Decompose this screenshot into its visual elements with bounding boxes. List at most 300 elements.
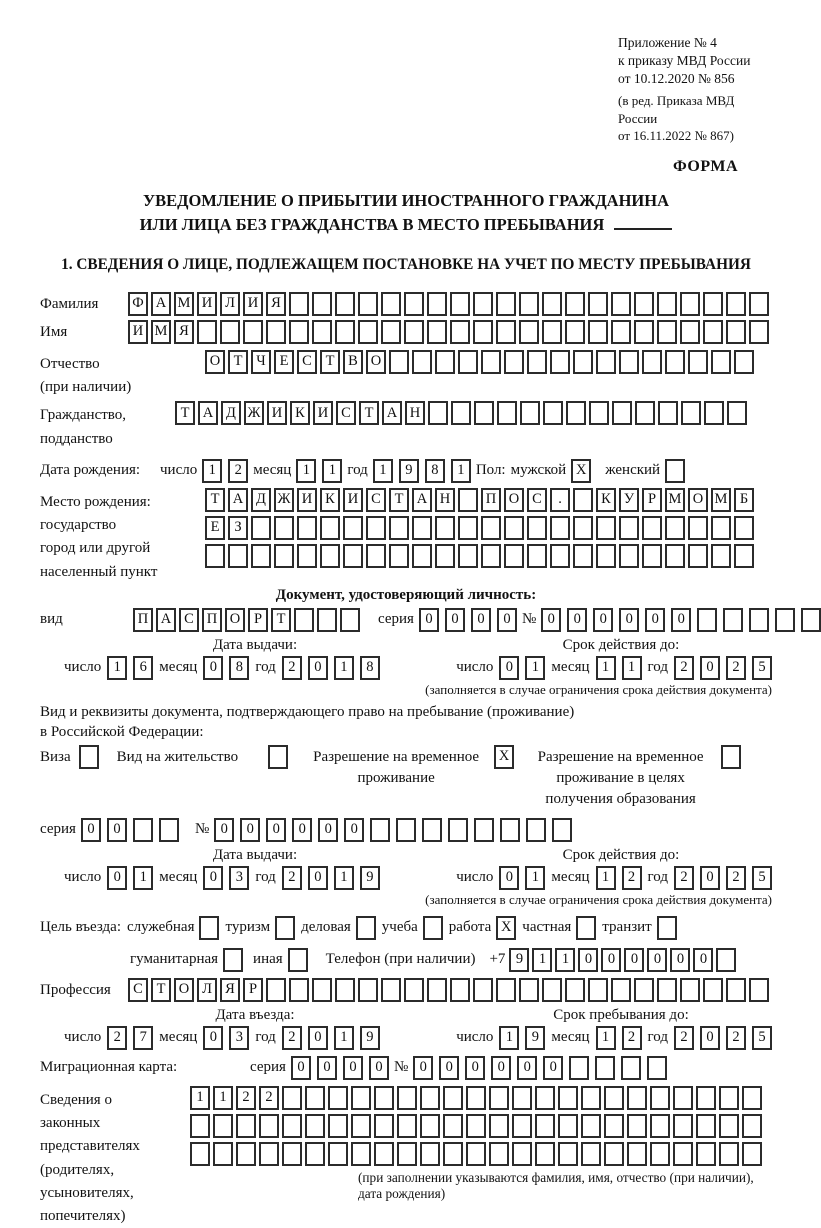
month-label: месяц	[551, 659, 590, 676]
char-box	[535, 1086, 555, 1110]
doc-number-boxes	[541, 608, 821, 632]
id-doc-dates-row	[40, 656, 772, 680]
char-box	[719, 1114, 739, 1138]
char-box: 0	[344, 818, 364, 842]
char-box: 0	[107, 818, 127, 842]
char-box: 0	[81, 818, 101, 842]
char-box: 0	[291, 1056, 311, 1080]
char-box: 0	[317, 1056, 337, 1080]
char-box	[458, 350, 478, 374]
validity-note: (заполняется в случае ограничения срока действия документа)	[425, 891, 772, 907]
char-box	[573, 544, 593, 568]
birthplace-row1-boxes	[205, 488, 754, 512]
char-box	[704, 401, 724, 425]
res-series-label: серия	[40, 821, 76, 838]
char-box: И	[343, 488, 363, 512]
identity-document-heading: Документ, удостоверяющий личность:	[275, 586, 537, 603]
char-box: 0	[619, 608, 639, 632]
char-box	[312, 292, 332, 316]
char-box	[573, 488, 593, 512]
char-box	[397, 1086, 417, 1110]
residence-doc-options-row	[40, 745, 772, 810]
month-label: месяц	[159, 659, 198, 676]
char-box	[588, 320, 608, 344]
char-box	[458, 516, 478, 540]
char-box: И	[297, 488, 317, 512]
day-label: число	[160, 462, 198, 479]
entry-date-headings	[40, 1007, 772, 1024]
char-box: 0	[700, 656, 720, 680]
char-box	[688, 544, 708, 568]
birthdate-row	[40, 459, 685, 483]
representatives-row	[40, 1086, 772, 1228]
char-box	[665, 350, 685, 374]
char-box	[404, 978, 424, 1002]
profession-boxes	[128, 978, 769, 1002]
char-box	[573, 350, 593, 374]
char-box: 1	[213, 1086, 233, 1110]
sex-female-checkbox	[665, 459, 685, 483]
doc-number-label: №	[521, 611, 537, 628]
char-box	[627, 1114, 647, 1138]
char-box	[696, 1086, 716, 1110]
char-box	[512, 1142, 532, 1166]
char-box	[688, 516, 708, 540]
day-label: число	[64, 1029, 102, 1046]
char-box: 0	[671, 608, 691, 632]
char-box	[635, 401, 655, 425]
char-box: 0	[369, 1056, 389, 1080]
char-box: 1	[525, 866, 545, 890]
char-box	[550, 350, 570, 374]
res-number-boxes	[214, 818, 572, 842]
char-box	[305, 1114, 325, 1138]
char-box: Б	[734, 488, 754, 512]
char-box	[734, 544, 754, 568]
char-box	[450, 292, 470, 316]
birthplace-row	[40, 488, 772, 584]
id-issue-month-boxes	[203, 656, 249, 680]
char-box	[519, 320, 539, 344]
purpose-option-tourism: туризм	[225, 916, 295, 940]
char-box	[673, 1086, 693, 1110]
char-box	[552, 818, 572, 842]
char-box: Ф	[128, 292, 148, 316]
char-box: А	[228, 488, 248, 512]
char-box	[404, 320, 424, 344]
char-box	[343, 516, 363, 540]
char-box	[596, 544, 616, 568]
char-box	[435, 350, 455, 374]
year-label: год	[255, 1029, 276, 1046]
patronymic-row	[40, 350, 772, 400]
char-box: 0	[670, 948, 690, 972]
purpose-option-transit: транзит	[602, 916, 676, 940]
char-box	[389, 350, 409, 374]
char-box	[396, 818, 416, 842]
migr-series-label: серия	[250, 1059, 286, 1076]
char-box: У	[619, 488, 639, 512]
char-box	[696, 1114, 716, 1138]
char-box	[427, 978, 447, 1002]
char-box	[596, 516, 616, 540]
char-box	[328, 1114, 348, 1138]
birthdate-label: Дата рождения:	[40, 462, 141, 479]
char-box: Т	[271, 608, 291, 632]
char-box	[749, 608, 769, 632]
char-box: М	[174, 292, 194, 316]
purpose-checkbox	[288, 948, 308, 972]
temp-residence-edu-label: Разрешение на временное проживание в целях получения образования	[537, 748, 704, 807]
char-box	[566, 401, 586, 425]
char-box: Т	[151, 978, 171, 1002]
char-box: 1	[525, 656, 545, 680]
purpose-checkbox	[223, 948, 243, 972]
char-box: Е	[205, 516, 225, 540]
char-box: П	[202, 608, 222, 632]
id-valid-month-boxes	[596, 656, 642, 680]
char-box: 0	[541, 608, 561, 632]
char-box	[312, 978, 332, 1002]
title-blank-line	[614, 216, 672, 230]
char-box: Р	[642, 488, 662, 512]
char-box	[726, 320, 746, 344]
char-box	[351, 1114, 371, 1138]
char-box: 0	[645, 608, 665, 632]
char-box: 1	[596, 866, 616, 890]
char-box	[458, 488, 478, 512]
char-box: 1	[622, 656, 642, 680]
char-box: М	[711, 488, 731, 512]
char-box	[595, 1056, 615, 1080]
char-box	[351, 1142, 371, 1166]
birthplace-row2-boxes	[205, 516, 754, 540]
char-box	[343, 544, 363, 568]
char-box	[381, 320, 401, 344]
char-box	[243, 320, 263, 344]
month-label: месяц	[159, 869, 198, 886]
char-box	[366, 544, 386, 568]
char-box	[282, 1114, 302, 1138]
char-box: Я	[220, 978, 240, 1002]
char-box: 0	[693, 948, 713, 972]
char-box	[612, 401, 632, 425]
purpose-option-work: работа X	[449, 916, 517, 940]
res-issue-year-boxes	[282, 866, 380, 890]
char-box: О	[366, 350, 386, 374]
char-box	[481, 516, 501, 540]
char-box	[527, 350, 547, 374]
char-box	[190, 1114, 210, 1138]
purpose-option-other: иная	[253, 948, 308, 972]
char-box: 1	[596, 1026, 616, 1050]
char-box: 1	[133, 866, 153, 890]
birth-month-boxes	[296, 459, 342, 483]
visa-option-checkbox	[79, 745, 99, 769]
char-box	[658, 401, 678, 425]
char-box	[335, 320, 355, 344]
char-box	[604, 1114, 624, 1138]
char-box: Е	[274, 350, 294, 374]
month-label: месяц	[551, 869, 590, 886]
migration-card-label: Миграционная карта:	[40, 1059, 178, 1076]
day-label: число	[456, 869, 494, 886]
char-box: И	[243, 292, 263, 316]
char-box	[340, 608, 360, 632]
char-box: 1	[334, 1026, 354, 1050]
char-box	[512, 1086, 532, 1110]
char-box	[412, 516, 432, 540]
valid-until-heading: Срок действия до:	[562, 636, 680, 653]
month-label: месяц	[253, 462, 292, 479]
char-box: 0	[601, 948, 621, 972]
purpose-option-humanitarian: гуманитарная	[130, 948, 243, 972]
char-box: 0	[543, 1056, 563, 1080]
char-box	[742, 1114, 762, 1138]
char-box	[420, 1114, 440, 1138]
char-box	[611, 320, 631, 344]
char-box: Р	[243, 978, 263, 1002]
temp-residence-label: Разрешение на временное проживание	[313, 748, 480, 786]
char-box	[266, 320, 286, 344]
char-box	[473, 978, 493, 1002]
entry-month-boxes	[203, 1026, 249, 1050]
residence-permit-option	[117, 745, 288, 769]
char-box	[266, 978, 286, 1002]
char-box: Т	[359, 401, 379, 425]
char-box	[673, 1114, 693, 1138]
char-box: 2	[674, 656, 694, 680]
surname-row	[40, 292, 772, 316]
char-box	[489, 1142, 509, 1166]
char-box	[133, 818, 153, 842]
char-box	[526, 818, 546, 842]
char-box	[535, 1114, 555, 1138]
char-box: А	[198, 401, 218, 425]
char-box	[412, 544, 432, 568]
char-box: 0	[700, 1026, 720, 1050]
char-box	[420, 1086, 440, 1110]
char-box	[500, 818, 520, 842]
entry-dates-row	[40, 1026, 772, 1050]
name-boxes	[128, 320, 769, 344]
char-box	[466, 1086, 486, 1110]
migr-number-label: №	[393, 1059, 409, 1076]
char-box	[422, 818, 442, 842]
citizenship-label: Гражданство, подданство	[40, 407, 127, 447]
surname-boxes	[128, 292, 769, 316]
char-box	[320, 516, 340, 540]
char-box	[611, 978, 631, 1002]
char-box	[443, 1114, 463, 1138]
char-box	[335, 292, 355, 316]
char-box	[481, 350, 501, 374]
char-box	[558, 1114, 578, 1138]
char-box: И	[267, 401, 287, 425]
char-box	[703, 978, 723, 1002]
char-box: Т	[175, 401, 195, 425]
char-box: 2	[282, 1026, 302, 1050]
char-box	[697, 608, 717, 632]
char-box	[673, 1142, 693, 1166]
entry-date	[40, 1026, 456, 1050]
profession-row	[40, 978, 772, 1002]
temp-residence-checkbox: X	[494, 745, 514, 769]
char-box: 2	[228, 459, 248, 483]
char-box	[621, 1056, 641, 1080]
id-issue-day-boxes	[107, 656, 153, 680]
char-box: 1	[107, 656, 127, 680]
char-box	[389, 516, 409, 540]
char-box	[259, 1142, 279, 1166]
char-box: Т	[320, 350, 340, 374]
purpose-checkbox	[199, 916, 219, 940]
char-box: К	[290, 401, 310, 425]
char-box	[236, 1114, 256, 1138]
char-box	[458, 544, 478, 568]
char-box: 7	[133, 1026, 153, 1050]
char-box	[569, 1056, 589, 1080]
purpose-row	[40, 916, 772, 940]
char-box	[159, 818, 179, 842]
name-row	[40, 320, 772, 344]
char-box	[370, 818, 390, 842]
char-box	[448, 818, 468, 842]
sex-female-label: женский	[605, 462, 661, 479]
id-issue-date	[40, 656, 456, 680]
char-box	[305, 1142, 325, 1166]
char-box: 2	[282, 866, 302, 890]
char-box: 0	[578, 948, 598, 972]
char-box: С	[297, 350, 317, 374]
char-box: 1	[596, 656, 616, 680]
char-box	[427, 320, 447, 344]
char-box	[542, 978, 562, 1002]
char-box	[619, 544, 639, 568]
purpose-checkbox	[657, 916, 677, 940]
char-box: А	[382, 401, 402, 425]
char-box	[619, 516, 639, 540]
appendix-line: Приложение № 4	[618, 35, 717, 50]
char-box	[588, 978, 608, 1002]
purpose-checkbox	[576, 916, 596, 940]
char-box	[496, 320, 516, 344]
issue-date-heading: Дата выдачи:	[212, 846, 298, 863]
citizenship-row	[40, 401, 772, 451]
char-box: 6	[133, 656, 153, 680]
char-box: 0	[419, 608, 439, 632]
char-box	[317, 608, 337, 632]
char-box: 5	[752, 1026, 772, 1050]
char-box: Ж	[244, 401, 264, 425]
char-box: 0	[107, 866, 127, 890]
residence-doc-text	[40, 704, 772, 741]
char-box: 2	[622, 866, 642, 890]
char-box: 1	[296, 459, 316, 483]
char-box: М	[151, 320, 171, 344]
char-box: 0	[647, 948, 667, 972]
char-box	[734, 350, 754, 374]
char-box	[657, 978, 677, 1002]
char-box	[443, 1086, 463, 1110]
char-box	[251, 544, 271, 568]
char-box: О	[504, 488, 524, 512]
char-box: 0	[567, 608, 587, 632]
char-box	[711, 516, 731, 540]
char-box	[634, 978, 654, 1002]
char-box: О	[174, 978, 194, 1002]
char-box	[627, 1086, 647, 1110]
char-box	[328, 1086, 348, 1110]
appendix-line: (в ред. Приказа МВД России	[618, 93, 735, 126]
char-box	[680, 292, 700, 316]
char-box	[589, 401, 609, 425]
char-box: 1	[555, 948, 575, 972]
year-label: год	[255, 659, 276, 676]
profession-label: Профессия	[40, 981, 111, 998]
char-box	[335, 978, 355, 1002]
char-box	[650, 1086, 670, 1110]
char-box	[397, 1114, 417, 1138]
char-box: 0	[203, 1026, 223, 1050]
char-box: 9	[399, 459, 419, 483]
char-box	[726, 292, 746, 316]
char-box	[634, 320, 654, 344]
char-box: 0	[700, 866, 720, 890]
char-box	[251, 516, 271, 540]
char-box: П	[133, 608, 153, 632]
char-box	[289, 292, 309, 316]
char-box: 0	[517, 1056, 537, 1080]
char-box: 0	[308, 656, 328, 680]
char-box: О	[225, 608, 245, 632]
char-box	[642, 350, 662, 374]
char-box	[801, 608, 821, 632]
temp-residence-edu-option	[528, 745, 741, 810]
stay-month-boxes	[596, 1026, 642, 1050]
char-box	[213, 1142, 233, 1166]
stay-until-date	[456, 1026, 772, 1050]
migration-card-row	[40, 1056, 667, 1080]
char-box: 8	[229, 656, 249, 680]
temp-residence-edu-checkbox	[721, 745, 741, 769]
char-box	[504, 350, 524, 374]
char-box	[527, 544, 547, 568]
char-box: 0	[214, 818, 234, 842]
char-box	[305, 1086, 325, 1110]
birth-year-boxes	[373, 459, 471, 483]
purpose-option-business: деловая	[301, 916, 376, 940]
char-box: С	[366, 488, 386, 512]
migr-series-boxes	[291, 1056, 389, 1080]
char-box: 1	[334, 656, 354, 680]
char-box	[558, 1086, 578, 1110]
char-box	[213, 1114, 233, 1138]
char-box: А	[151, 292, 171, 316]
char-box: 0	[308, 866, 328, 890]
entry-date-heading: Дата въезда:	[215, 1006, 295, 1023]
char-box	[351, 1086, 371, 1110]
char-box	[742, 1142, 762, 1166]
char-box	[627, 1142, 647, 1166]
char-box: 2	[674, 866, 694, 890]
char-box	[366, 516, 386, 540]
char-box: Н	[405, 401, 425, 425]
identity-document-row	[40, 608, 821, 632]
id-valid-day-boxes	[499, 656, 545, 680]
stay-until-heading: Срок пребывания до:	[553, 1006, 689, 1023]
char-box	[294, 608, 314, 632]
